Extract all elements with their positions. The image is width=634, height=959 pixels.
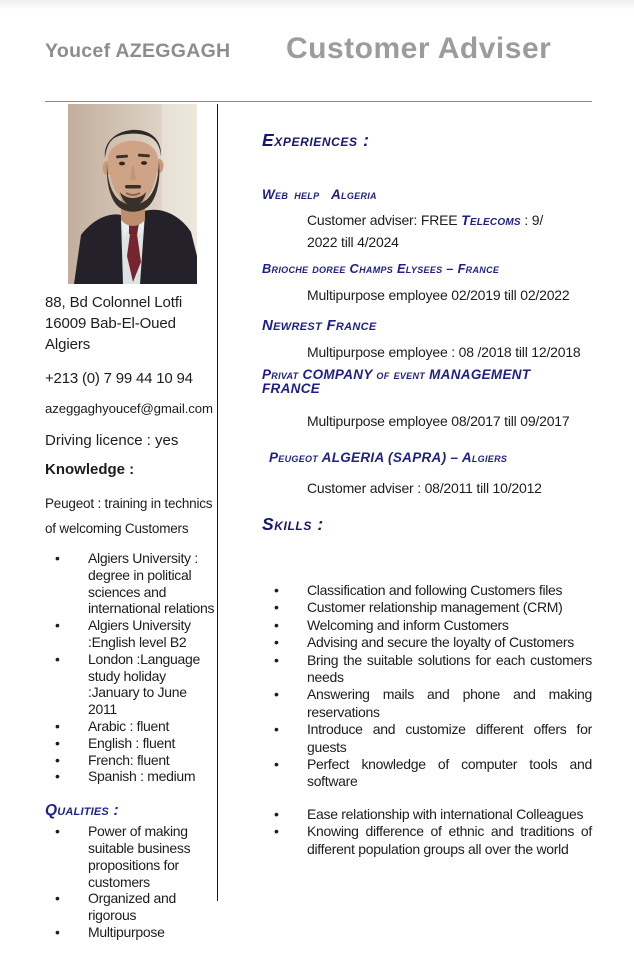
skills-list-secondary	[262, 806, 592, 858]
email-address: azeggaghyoucef@gmail.com	[45, 401, 213, 416]
list-item: • Answering mails and phone and making reservations	[262, 686, 592, 721]
qualities-heading: Qualities :	[45, 802, 119, 820]
portrait-illustration	[68, 104, 197, 284]
header-divider	[45, 101, 592, 102]
list-item: • Knowing difference of ethnic and traditions of different population groups all over the world	[262, 823, 592, 858]
list-item: • Arabic : fluent	[45, 718, 217, 735]
list-item: • Customer relationship management (CRM)	[262, 599, 592, 616]
list-item: • Spanish : medium	[45, 768, 217, 785]
list-item: • Classification and following Customers files	[262, 582, 592, 599]
education-language-list	[45, 550, 217, 785]
list-item: • London :Language study holiday :January to June 2011	[45, 651, 217, 718]
list-item: • English : fluent	[45, 735, 217, 752]
profile-photo	[68, 104, 197, 284]
list-item: • Introduce and customize different offers for guests	[262, 721, 592, 756]
address-line: 88, Bd Colonnel Lotfi	[45, 294, 183, 311]
list-item: • Multipurpose	[45, 924, 217, 941]
address-block	[45, 292, 217, 355]
list-item: • French: fluent	[45, 752, 217, 769]
training-note: Peugeot : training in technics of welcoming Customers	[45, 496, 213, 536]
left-column	[45, 284, 217, 941]
list-item: • Advising and secure the loyalty of Customers	[262, 634, 592, 651]
list-item: • Bring the suitable solutions for each customers needs	[262, 652, 592, 687]
qualities-list	[45, 823, 217, 941]
list-item: • Perfect knowledge of computer tools and software	[262, 756, 592, 791]
company-newrest-france: Newrest France	[262, 316, 377, 334]
list-item: • Welcoming and inform Customers	[262, 617, 592, 634]
experience-description: Multipurpose employee 08/2017 till 09/2017	[307, 413, 570, 429]
knowledge-heading: Knowledge :	[45, 461, 135, 478]
description-text: 2022 till 4/2024	[307, 233, 399, 250]
list-item: • Algiers University :English level B2	[45, 617, 217, 651]
brand-telecoms: Telecoms	[461, 212, 521, 228]
list-item: • Power of making suitable business propositions for customers	[45, 823, 217, 890]
company-webhelp-algeria: Web help Algeria	[262, 187, 377, 202]
experience-description	[307, 210, 597, 253]
driving-licence: Driving licence : yes	[45, 432, 179, 449]
skills-list	[262, 582, 592, 791]
right-column	[262, 130, 592, 858]
address-line: 16009 Bab-El-Oued	[45, 315, 176, 332]
experience-description: Multipurpose employee : 08 /2018 till 12/2018	[307, 343, 581, 360]
list-item: • Organized and rigorous	[45, 890, 217, 924]
page-title: Customer Adviser	[286, 32, 552, 65]
list-item: • Ease relationship with international Colleagues	[262, 806, 592, 823]
experience-description: Customer adviser : 08/2011 till 10/2012	[307, 479, 542, 496]
phone-number: +213 (0) 7 99 44 10 94	[45, 370, 193, 387]
description-text: Customer adviser: FREE	[307, 212, 462, 228]
experiences-heading: Experiences :	[262, 130, 370, 150]
description-text: : 9/	[520, 212, 544, 228]
candidate-name: Youcef AZEGGAGH	[45, 40, 231, 62]
experience-description: Multipurpose employee 02/2019 till 02/2022	[307, 287, 570, 303]
company-peugeot-algeria: Peugeot ALGERIA (SAPRA) – Algiers	[269, 449, 508, 465]
skills-heading: Skills :	[262, 514, 324, 534]
address-line: Algiers	[45, 336, 91, 353]
company-privat-event-management: Privat COMPANY of event MANAGEMENT FRANCE	[262, 367, 535, 396]
company-brioche-doree: Brioche doree Champs Elysees – France	[262, 261, 500, 276]
column-divider	[217, 104, 218, 901]
list-item: • Algiers University : degree in political sciences and international relations	[45, 550, 217, 617]
